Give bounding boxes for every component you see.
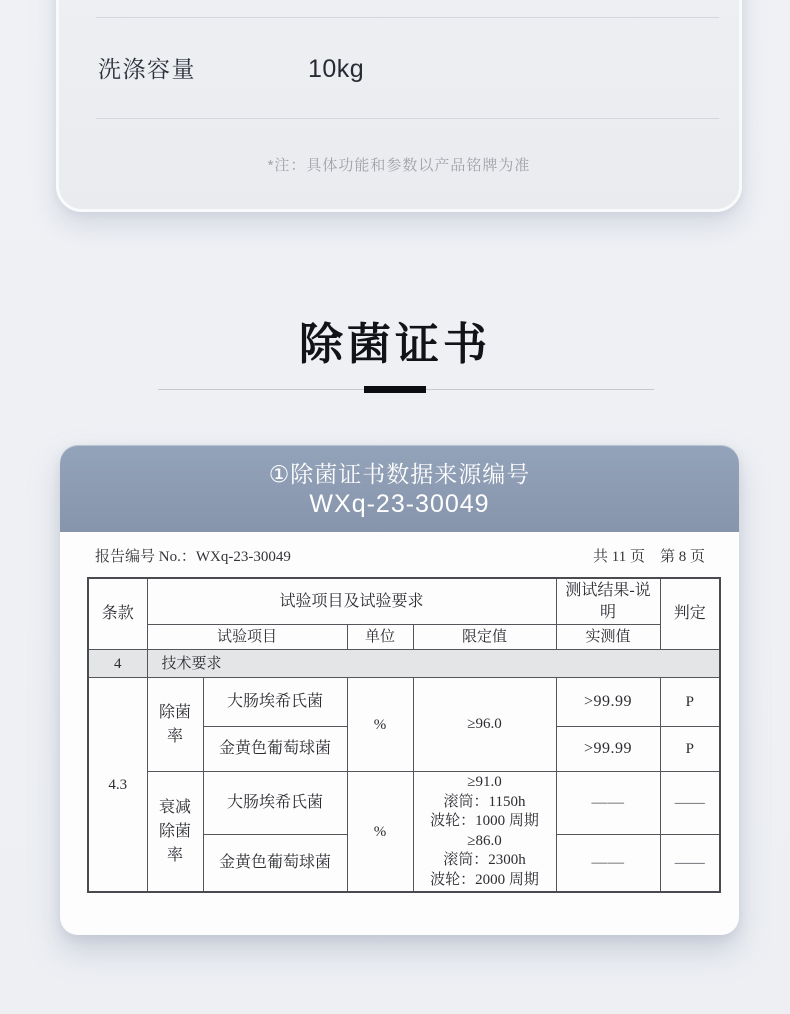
judgement-cell: P	[660, 678, 720, 727]
col-header-judgement: 判定	[660, 578, 720, 650]
judgement-cell: ——	[660, 772, 720, 835]
limit-cell	[413, 772, 556, 893]
limit-line: 波轮：1000 周期	[430, 813, 539, 830]
limit-line: 滚筒：2300h	[443, 852, 526, 869]
col-header-item: 试验项目	[147, 625, 347, 650]
spec-label: 洗涤容量	[98, 56, 196, 82]
col-header-unit: 单位	[347, 625, 413, 650]
certificate-header	[60, 445, 739, 532]
limit-line: ≥86.0	[467, 832, 502, 849]
item-cell: 大肠埃希氏菌	[203, 772, 347, 835]
group-name-cell: 除菌率	[147, 678, 203, 772]
spec-row-divider-bottom	[96, 118, 719, 119]
section-divider-accent-bar	[364, 386, 426, 393]
item-cell: 金黄色葡萄球菌	[203, 727, 347, 772]
report-meta	[60, 545, 739, 566]
certificate-header-number: WXq-23-30049	[309, 489, 490, 518]
section-clause: 4	[88, 650, 147, 678]
measured-cell: ——	[556, 834, 660, 892]
col-header-measured: 实测值	[556, 625, 660, 650]
section-title-cell: 技术要求	[147, 650, 720, 678]
unit-cell: %	[347, 678, 413, 772]
limit-line: ≥96.0	[467, 715, 502, 732]
certificate-header-title: ①除菌证书数据来源编号	[268, 460, 531, 487]
spec-row-capacity	[98, 51, 364, 84]
measured-cell: >99.99	[556, 678, 660, 727]
measured-cell: ——	[556, 772, 660, 835]
col-header-clause: 条款	[88, 578, 147, 650]
clause-number-cell: 4.3	[88, 678, 147, 893]
section-title: 除菌证书	[299, 320, 491, 369]
spec-value: 10kg	[308, 55, 365, 83]
report-number: 报告编号 No.：WXq-23-30049	[95, 549, 291, 565]
limit-line: 波轮：2000 周期	[430, 871, 539, 888]
spec-note: *注：具体功能和参数以产品铭牌为准	[267, 157, 531, 174]
table-row	[88, 772, 720, 835]
table-section-row	[88, 650, 720, 678]
table-header-row-1	[88, 578, 720, 625]
limit-line: ≥91.0	[467, 774, 502, 791]
col-header-test-group: 试验项目及试验要求	[147, 578, 556, 625]
col-header-limit: 限定值	[413, 625, 556, 650]
certificate-table	[87, 577, 721, 893]
limit-line: 滚筒：1150h	[443, 793, 526, 810]
item-cell: 金黄色葡萄球菌	[203, 834, 347, 892]
item-cell: 大肠埃希氏菌	[203, 678, 347, 727]
limit-cell	[413, 678, 556, 772]
certificate-card	[60, 445, 739, 935]
unit-cell: %	[347, 772, 413, 893]
report-page-count: 共 11 页 第 8 页	[593, 549, 705, 565]
table-row	[88, 678, 720, 727]
group-name-cell: 衰减除菌率	[147, 772, 203, 893]
table-header-row-2	[88, 625, 720, 650]
col-header-result-group: 测试结果-说明	[556, 578, 660, 625]
spec-card	[56, 0, 742, 212]
spec-row-divider-top	[96, 17, 719, 18]
judgement-cell: ——	[660, 834, 720, 892]
measured-cell: >99.99	[556, 727, 660, 772]
judgement-cell: P	[660, 727, 720, 772]
